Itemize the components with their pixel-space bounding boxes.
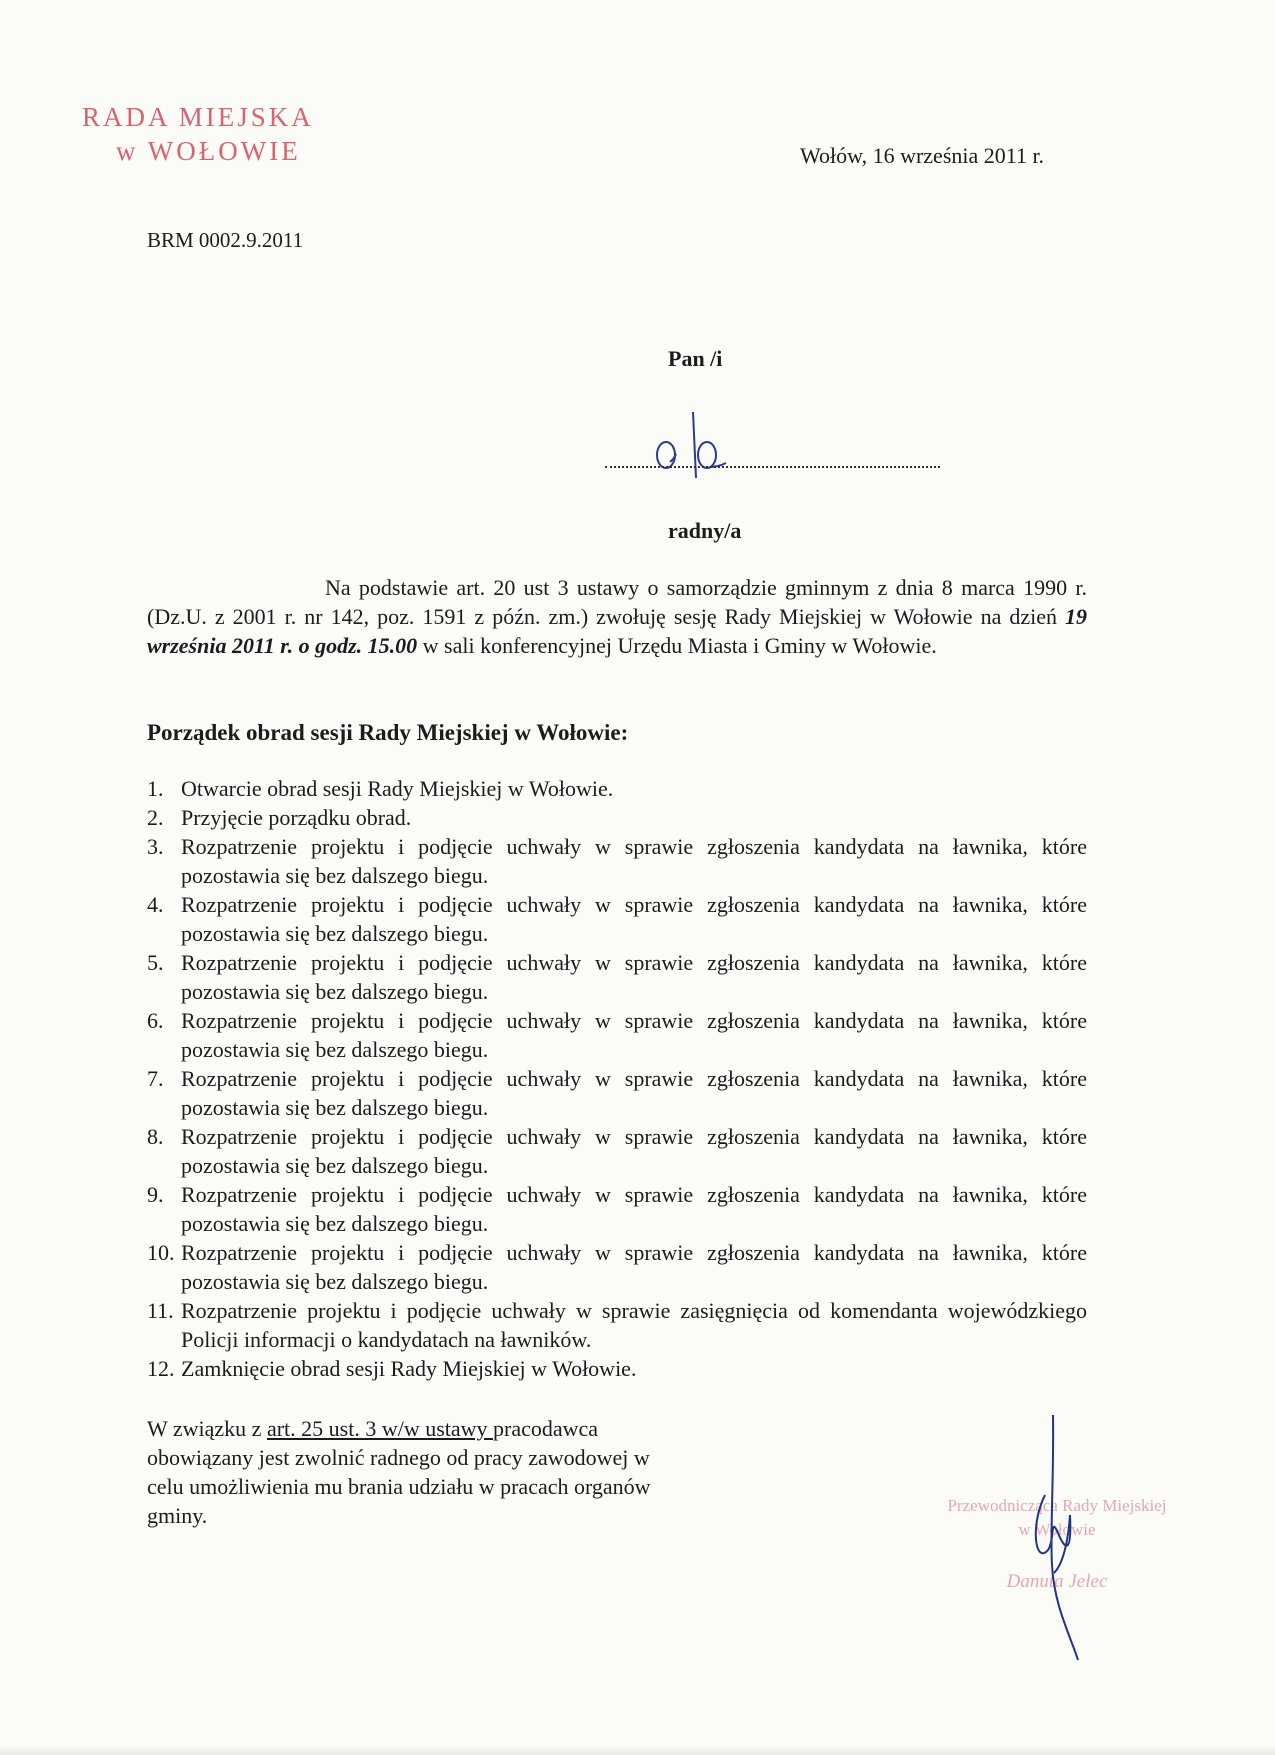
stamp-line-1: RADA MIEJSKA bbox=[82, 102, 314, 132]
agenda-item bbox=[147, 832, 1087, 890]
agenda-item-number: 1. bbox=[147, 776, 164, 801]
agenda-item bbox=[147, 1006, 1087, 1064]
addressee-role: radny/a bbox=[668, 518, 742, 543]
agenda-item bbox=[147, 1238, 1087, 1296]
employer-notice-paragraph bbox=[147, 1414, 687, 1530]
addressee-salutation: Pan /i bbox=[668, 346, 723, 371]
agenda-item bbox=[147, 1122, 1087, 1180]
agenda-item-text: Przyjęcie porządku obrad. bbox=[181, 805, 412, 830]
agenda-item-number: 11. bbox=[147, 1298, 174, 1323]
agenda-item-text: Rozpatrzenie projektu i podjęcie uchwały w sprawie zgłoszenia kandydata na ławnika, które pozostawia się bez dalszego biegu. bbox=[181, 892, 1087, 946]
agenda-item-number: 9. bbox=[147, 1182, 164, 1207]
agenda-item bbox=[147, 890, 1087, 948]
agenda-item-number: 4. bbox=[147, 892, 164, 917]
agenda-item-text: Rozpatrzenie projektu i podjęcie uchwały w sprawie zgłoszenia kandydata na ławnika, które pozostawia się bez dalszego biegu. bbox=[181, 1008, 1087, 1062]
agenda-item-text: Rozpatrzenie projektu i podjęcie uchwały w sprawie zasięgnięcia od komendanta wojewódzkiego Policji informacji o kandydatach na ławników. bbox=[181, 1298, 1087, 1352]
closing-text-1: W związku z bbox=[147, 1416, 267, 1441]
agenda-item bbox=[147, 1064, 1087, 1122]
chairperson-title: Przewodnicząca Rady Miejskiej bbox=[947, 1496, 1167, 1515]
agenda-item-number: 10. bbox=[147, 1240, 175, 1265]
council-stamp bbox=[82, 100, 314, 168]
agenda-item-text: Rozpatrzenie projektu i podjęcie uchwały w sprawie zgłoszenia kandydata na ławnika, które pozostawia się bez dalszego biegu. bbox=[181, 1124, 1087, 1178]
place-and-date: Wołów, 16 września 2011 r. bbox=[800, 143, 1045, 168]
handwritten-addressee bbox=[650, 410, 730, 480]
agenda-item bbox=[147, 774, 1087, 803]
intro-text-2: w sali konferencyjnej Urzędu Miasta i Gminy w Wołowie. bbox=[417, 633, 937, 658]
agenda-item bbox=[147, 1296, 1087, 1354]
chairperson-name: Danuta Jelec bbox=[1006, 1571, 1108, 1592]
handwritten-signature bbox=[1010, 1415, 1130, 1665]
agenda-item-number: 12. bbox=[147, 1356, 175, 1381]
agenda-title: Porządek obrad sesji Rady Miejskiej w Wołowie: bbox=[147, 720, 629, 745]
agenda-item-number: 3. bbox=[147, 834, 164, 859]
agenda-item-text: Zamknięcie obrad sesji Rady Miejskiej w Wołowie. bbox=[181, 1356, 637, 1381]
statute-reference: art. 25 ust. 3 w/w ustawy bbox=[266, 1416, 494, 1441]
addressee-dotted-line bbox=[605, 466, 940, 468]
session-date-time: 19 września 2011 r. o godz. 15.00 bbox=[147, 604, 1087, 658]
agenda-item-text: Rozpatrzenie projektu i podjęcie uchwały w sprawie zgłoszenia kandydata na ławnika, które pozostawia się bez dalszego biegu. bbox=[181, 1182, 1087, 1236]
agenda-item-number: 2. bbox=[147, 805, 164, 830]
scan-bottom-edge bbox=[0, 1745, 1275, 1755]
agenda-item bbox=[147, 803, 1087, 832]
agenda-item-text: Rozpatrzenie projektu i podjęcie uchwały w sprawie zgłoszenia kandydata na ławnika, które pozostawia się bez dalszego biegu. bbox=[181, 1066, 1087, 1120]
agenda-item-number: 7. bbox=[147, 1066, 164, 1091]
stamp-line-2: w WOŁOWIE bbox=[116, 136, 301, 166]
agenda-item bbox=[147, 1354, 1087, 1383]
chairperson-location: w Wołowie bbox=[1018, 1520, 1096, 1539]
agenda-item bbox=[147, 1180, 1087, 1238]
reference-number: BRM 0002.9.2011 bbox=[147, 228, 304, 252]
intro-text-1: Na podstawie art. 20 ust 3 ustawy o samorządzie gminnym z dnia 8 marca 1990 r. (Dz.U. z 2001 r. nr 142, poz. 1591 z późn. zm.) zwołuję sesję Rady Miejskiej w Wołowie na dzień bbox=[147, 575, 1087, 629]
agenda-item-number: 5. bbox=[147, 950, 164, 975]
convocation-paragraph bbox=[147, 573, 1087, 660]
agenda-item-text: Otwarcie obrad sesji Rady Miejskiej w Wołowie. bbox=[181, 776, 614, 801]
agenda-item-text: Rozpatrzenie projektu i podjęcie uchwały w sprawie zgłoszenia kandydata na ławnika, które pozostawia się bez dalszego biegu. bbox=[181, 1240, 1087, 1294]
closing-text-2: pracodawca obowiązany jest zwolnić radnego od pracy zawodowej w celu umożliwienia mu brania udziału w pracach organów gminy. bbox=[147, 1416, 651, 1528]
agenda-item-number: 8. bbox=[147, 1124, 164, 1149]
agenda-item-number: 6. bbox=[147, 1008, 164, 1033]
agenda-list bbox=[147, 774, 1087, 1383]
agenda-item bbox=[147, 948, 1087, 1006]
agenda-item-text: Rozpatrzenie projektu i podjęcie uchwały w sprawie zgłoszenia kandydata na ławnika, które pozostawia się bez dalszego biegu. bbox=[181, 834, 1087, 888]
agenda-item-text: Rozpatrzenie projektu i podjęcie uchwały w sprawie zgłoszenia kandydata na ławnika, które pozostawia się bez dalszego biegu. bbox=[181, 950, 1087, 1004]
